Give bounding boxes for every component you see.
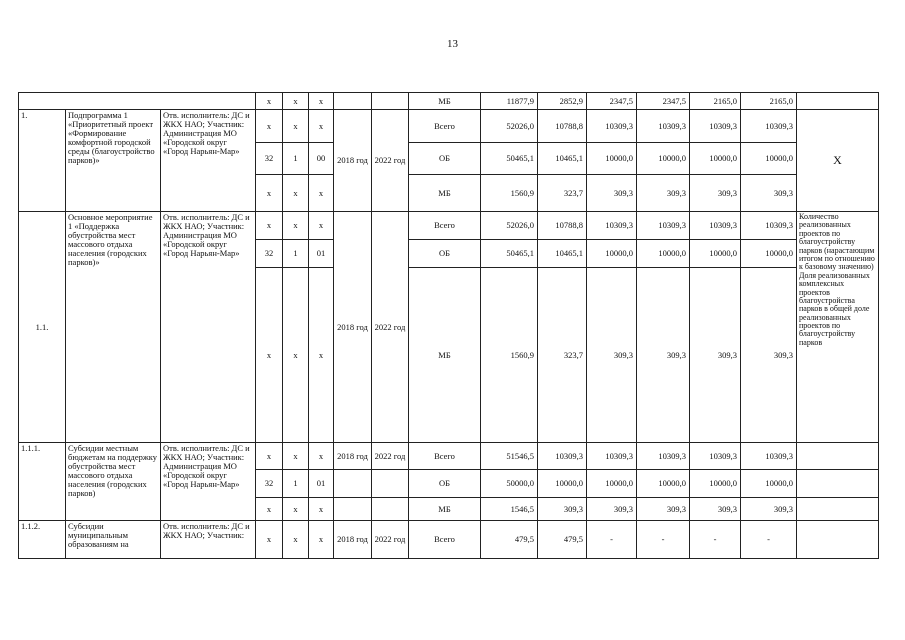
code-cell: 01 (309, 470, 334, 498)
row-executor: Отв. исполнитель: ДС и ЖКХ НАО; Участник: Администрация МО «Городской округ «Город Нарьян-Мар» (161, 212, 256, 443)
empty-cell (372, 93, 409, 110)
table-row (19, 443, 879, 470)
code-cell: 32 (256, 240, 283, 268)
code-cell: х (309, 212, 334, 240)
source-cell: МБ (409, 175, 481, 212)
code-cell: х (309, 110, 334, 143)
page-number: 13 (447, 38, 458, 50)
source-cell: ОБ (409, 470, 481, 498)
end-year: 2022 год (372, 521, 409, 559)
value-cell: 10000,0 (741, 470, 797, 498)
start-year: 2018 год (334, 521, 372, 559)
value-cell: - (587, 521, 637, 559)
value-cell: 309,3 (690, 175, 741, 212)
code-cell: х (256, 110, 283, 143)
value-cell: 10000,0 (690, 470, 741, 498)
code-cell: х (283, 521, 309, 559)
value-cell: 10309,3 (587, 443, 637, 470)
value-cell: 2165,0 (690, 93, 741, 110)
table-row (19, 212, 879, 240)
value-cell: 10000,0 (741, 240, 797, 268)
source-cell: Всего (409, 443, 481, 470)
code-cell: 1 (283, 143, 309, 175)
row-name: Субсидии местным бюджетам на поддержку обустройства мест массового отдыха населения (городских парков) (66, 443, 161, 521)
value-cell: 309,3 (637, 498, 690, 521)
value-cell: 2165,0 (741, 93, 797, 110)
value-cell: 10788,8 (538, 212, 587, 240)
value-cell: 2347,5 (587, 93, 637, 110)
value-cell: 50000,0 (481, 470, 538, 498)
value-cell: 10309,3 (587, 212, 637, 240)
value-cell: 10309,3 (587, 110, 637, 143)
value-cell: 10000,0 (587, 470, 637, 498)
empty-cell (334, 498, 372, 521)
code-cell: 01 (309, 240, 334, 268)
value-cell: 323,7 (538, 175, 587, 212)
source-cell: МБ (409, 93, 481, 110)
value-cell: 10309,3 (637, 110, 690, 143)
source-cell: Всего (409, 521, 481, 559)
value-cell: 309,3 (741, 268, 797, 443)
value-cell: 10309,3 (637, 212, 690, 240)
value-cell: 52026,0 (481, 212, 538, 240)
code-cell: х (256, 443, 283, 470)
end-year: 2022 год (372, 443, 409, 470)
value-cell: 10309,3 (690, 110, 741, 143)
empty-cell (334, 93, 372, 110)
value-cell: 10000,0 (690, 143, 741, 175)
value-cell: - (741, 521, 797, 559)
value-cell: 309,3 (538, 498, 587, 521)
table-row (19, 521, 879, 559)
value-cell: 10309,3 (538, 443, 587, 470)
value-cell: 10000,0 (741, 143, 797, 175)
row-number: 1.1.2. (19, 521, 66, 559)
row-number: 1.1. (19, 212, 66, 443)
value-cell: 479,5 (481, 521, 538, 559)
value-cell: 1560,9 (481, 175, 538, 212)
empty-cell (797, 498, 879, 521)
code-cell: х (283, 268, 309, 443)
value-cell: 10309,3 (690, 443, 741, 470)
code-cell: 32 (256, 470, 283, 498)
value-cell: 50465,1 (481, 240, 538, 268)
value-cell: 10465,1 (538, 143, 587, 175)
empty-cell (19, 93, 256, 110)
value-cell: 10309,3 (741, 212, 797, 240)
table-row (19, 93, 879, 110)
row-name: Подпрограмма 1 «Приоритетный проект «Формирование комфортной городской среды (благоустройство парков)» (66, 110, 161, 212)
code-cell: х (283, 443, 309, 470)
value-cell: 10309,3 (741, 110, 797, 143)
empty-cell (372, 470, 409, 498)
code-cell: х (309, 443, 334, 470)
value-cell: 309,3 (587, 175, 637, 212)
value-cell: 51546,5 (481, 443, 538, 470)
value-cell: 10465,1 (538, 240, 587, 268)
code-cell: х (256, 175, 283, 212)
value-cell: 10309,3 (637, 443, 690, 470)
code-cell: 32 (256, 143, 283, 175)
value-cell: - (637, 521, 690, 559)
source-cell: МБ (409, 268, 481, 443)
value-cell: 10000,0 (690, 240, 741, 268)
value-cell: 10000,0 (587, 143, 637, 175)
code-cell: х (283, 93, 309, 110)
row-number: 1.1.1. (19, 443, 66, 521)
code-cell: х (256, 93, 283, 110)
value-cell: 10309,3 (741, 443, 797, 470)
code-cell: 1 (283, 470, 309, 498)
code-cell: х (283, 110, 309, 143)
row-executor: Отв. исполнитель: ДС и ЖКХ НАО; Участник: Администрация МО «Городской округ «Город Нарьян-Мар» (161, 110, 256, 212)
value-cell: - (690, 521, 741, 559)
value-cell: 309,3 (690, 498, 741, 521)
indicator-cell: Х (797, 110, 879, 212)
code-cell: х (283, 212, 309, 240)
value-cell: 50465,1 (481, 143, 538, 175)
value-cell: 11877,9 (481, 93, 538, 110)
source-cell: Всего (409, 110, 481, 143)
start-year: 2018 год (334, 110, 372, 212)
value-cell: 10000,0 (637, 143, 690, 175)
value-cell: 309,3 (587, 498, 637, 521)
row-name: Основное мероприятие 1 «Поддержка обустройства мест массового отдыха населения (городских парков)» (66, 212, 161, 443)
code-cell: х (256, 212, 283, 240)
value-cell: 309,3 (741, 498, 797, 521)
code-cell: х (256, 498, 283, 521)
code-cell: х (283, 498, 309, 521)
value-cell: 10309,3 (690, 212, 741, 240)
table-row (19, 110, 879, 143)
empty-cell (372, 498, 409, 521)
source-cell: МБ (409, 498, 481, 521)
row-name: Субсидии муниципальным образованиям на (66, 521, 161, 559)
value-cell: 10000,0 (637, 470, 690, 498)
code-cell: х (309, 498, 334, 521)
value-cell: 52026,0 (481, 110, 538, 143)
value-cell: 1560,9 (481, 268, 538, 443)
empty-cell (797, 521, 879, 559)
value-cell: 10000,0 (587, 240, 637, 268)
end-year: 2022 год (372, 212, 409, 443)
budget-table (18, 92, 879, 559)
code-cell: х (309, 521, 334, 559)
source-cell: Всего (409, 212, 481, 240)
code-cell: х (309, 175, 334, 212)
value-cell: 479,5 (538, 521, 587, 559)
code-cell: х (309, 268, 334, 443)
code-cell: х (309, 93, 334, 110)
value-cell: 309,3 (637, 268, 690, 443)
value-cell: 309,3 (690, 268, 741, 443)
code-cell: 00 (309, 143, 334, 175)
empty-cell (334, 470, 372, 498)
row-executor: Отв. исполнитель: ДС и ЖКХ НАО; Участник: Администрация МО «Городской округ «Город Нарьян-Мар» (161, 443, 256, 521)
value-cell: 2347,5 (637, 93, 690, 110)
code-cell: х (256, 521, 283, 559)
code-cell: х (283, 175, 309, 212)
start-year: 2018 год (334, 443, 372, 470)
value-cell: 2852,9 (538, 93, 587, 110)
value-cell: 1546,5 (481, 498, 538, 521)
value-cell: 309,3 (587, 268, 637, 443)
row-executor: Отв. исполнитель: ДС и ЖКХ НАО; Участник: (161, 521, 256, 559)
source-cell: ОБ (409, 143, 481, 175)
indicator-cell: Количество реализованных проектов по благоустройству парков (нарастающим итогом по отношению к базовому значению) Доля реализованных комплексных проектов благоустройства парков в общей доле реализованных проектов по благоустройству парков (797, 212, 879, 443)
code-cell: 1 (283, 240, 309, 268)
start-year: 2018 год (334, 212, 372, 443)
value-cell: 323,7 (538, 268, 587, 443)
empty-cell (797, 470, 879, 498)
value-cell: 10000,0 (538, 470, 587, 498)
row-number: 1. (19, 110, 66, 212)
value-cell: 309,3 (741, 175, 797, 212)
code-cell: х (256, 268, 283, 443)
value-cell: 10000,0 (637, 240, 690, 268)
empty-cell (797, 443, 879, 470)
empty-cell (797, 93, 879, 110)
value-cell: 10788,8 (538, 110, 587, 143)
end-year: 2022 год (372, 110, 409, 212)
source-cell: ОБ (409, 240, 481, 268)
value-cell: 309,3 (637, 175, 690, 212)
